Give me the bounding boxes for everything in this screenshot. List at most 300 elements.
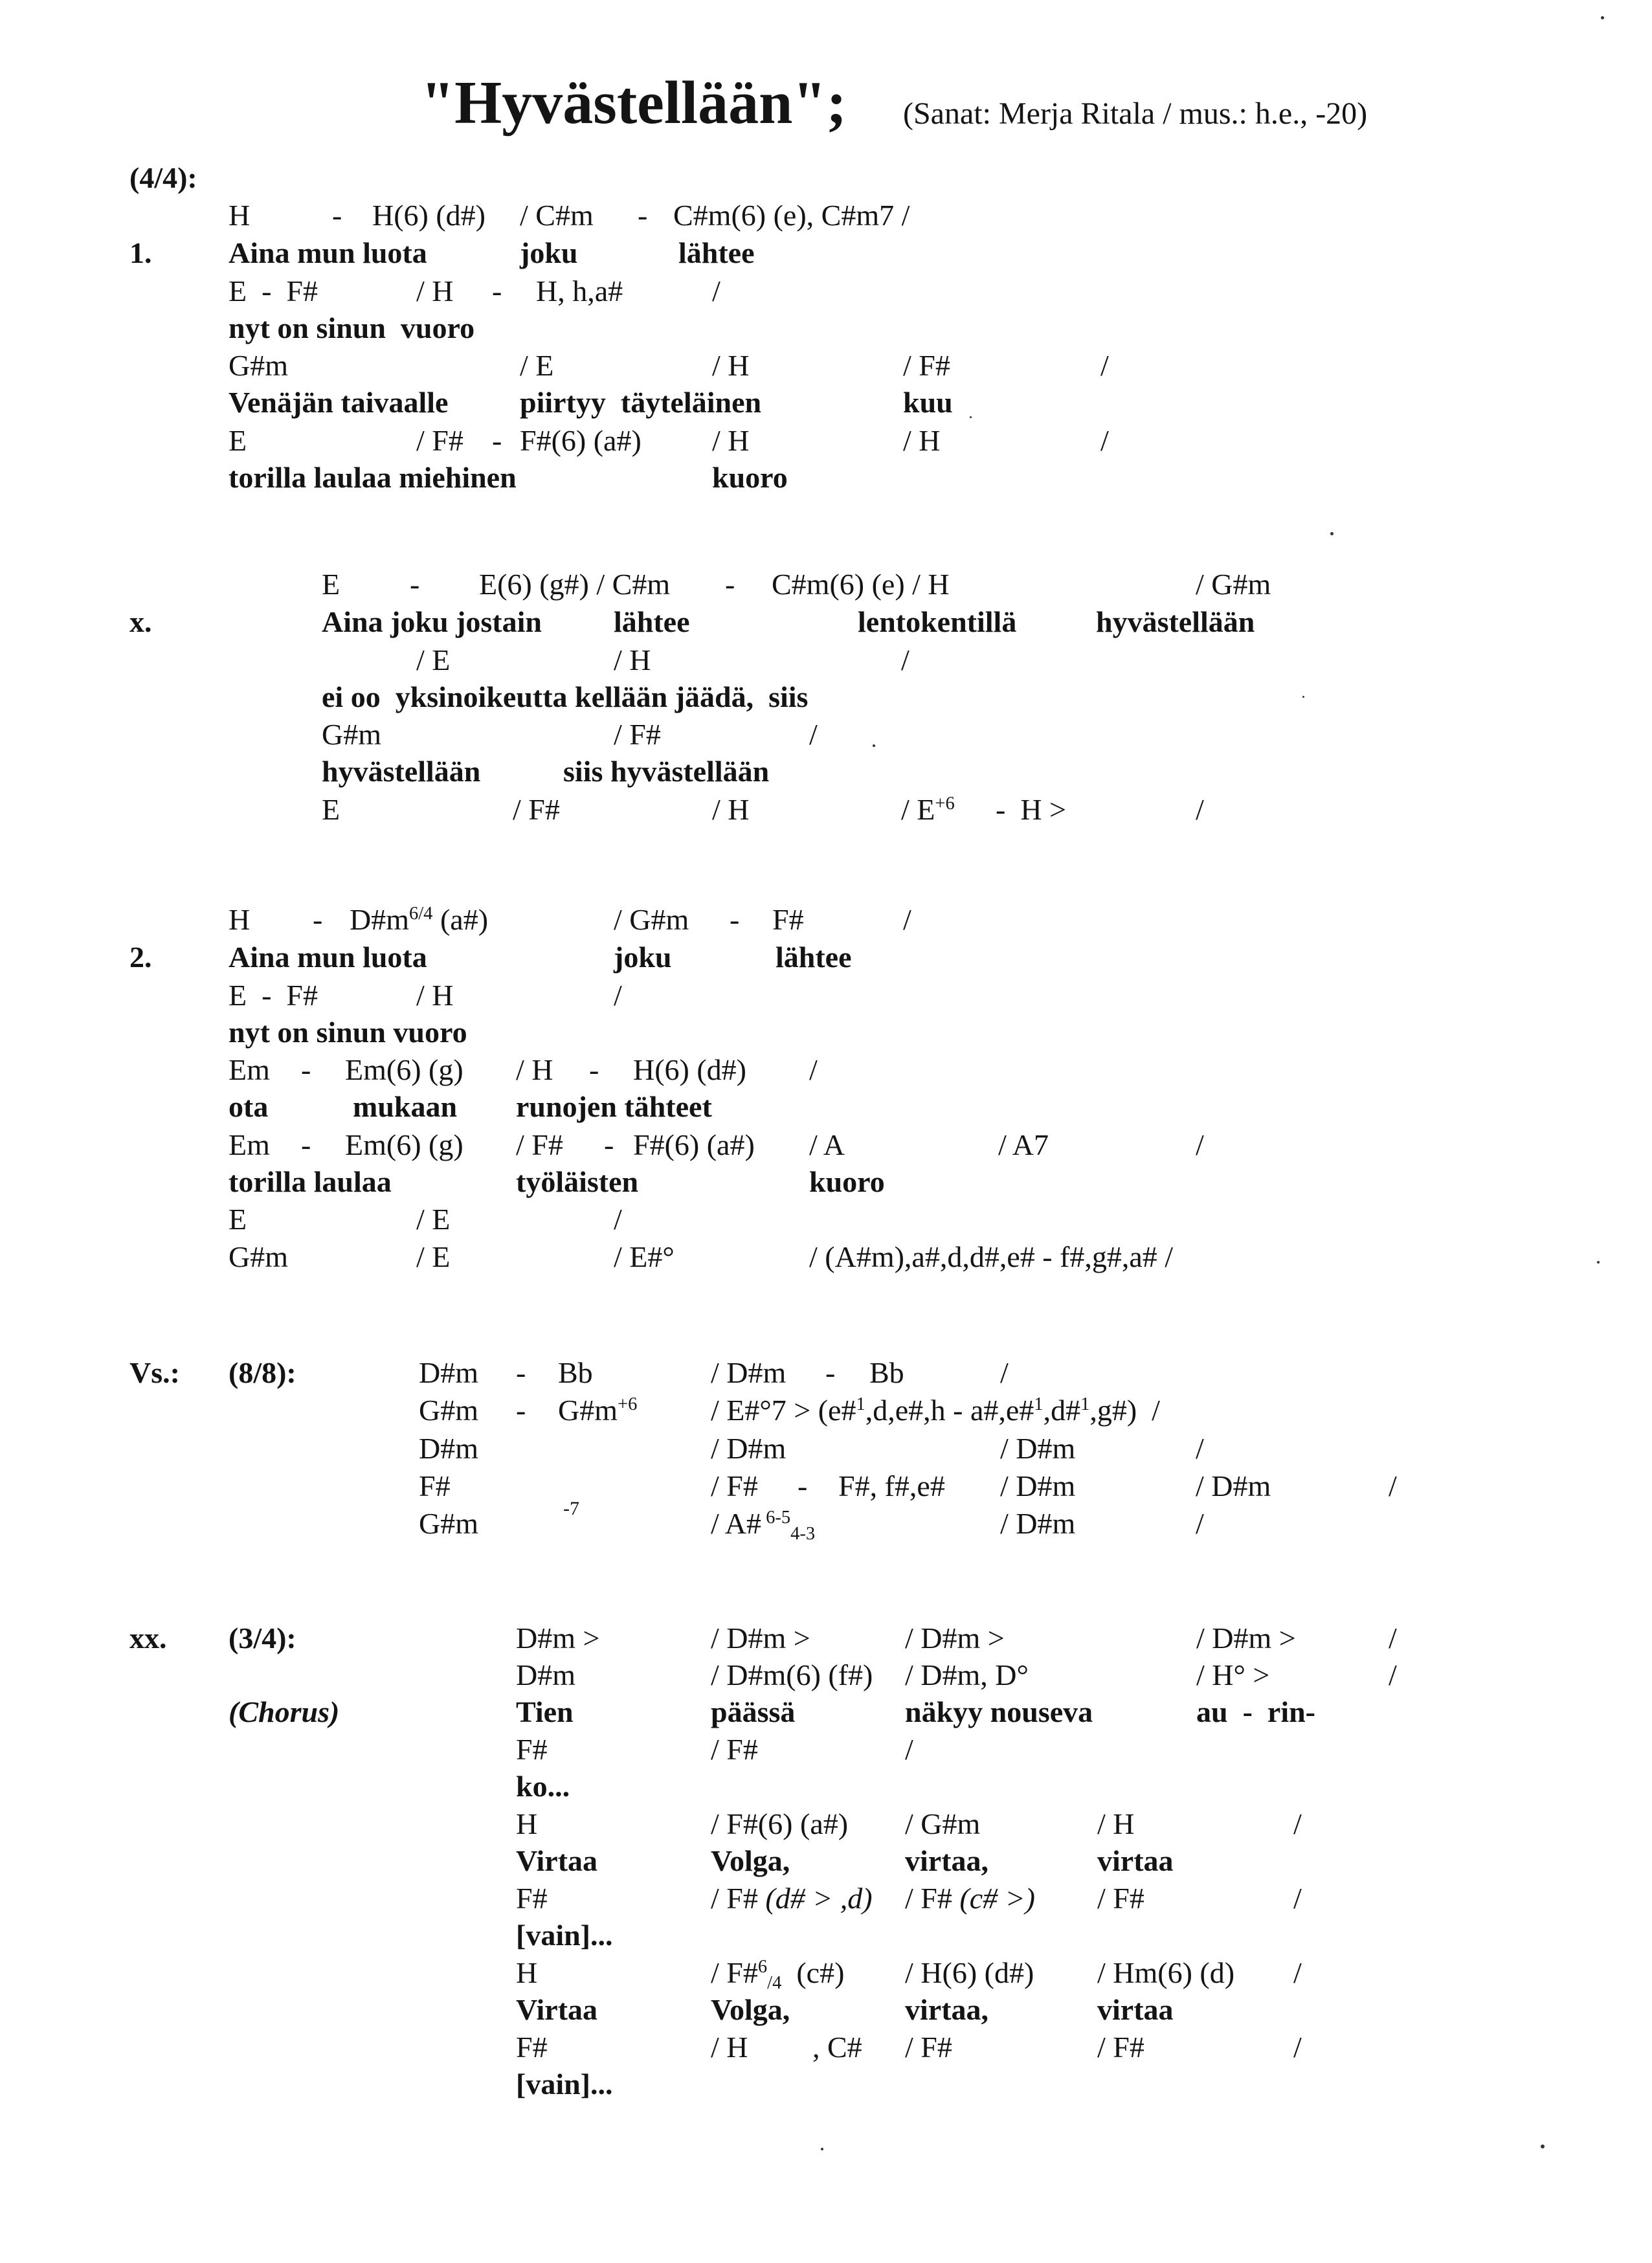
lyric-text-t: Virtaa [516, 1844, 598, 1877]
chord-text [711, 1809, 848, 1839]
lyric-text-t: Aina mun luota [229, 941, 427, 974]
lyric-text-t: torilla laulaa miehinen [229, 461, 517, 494]
section-label [129, 163, 197, 193]
section-label [229, 1697, 339, 1727]
chord-text [516, 1055, 553, 1085]
lyric-text-t: hyvästellään [322, 755, 481, 788]
chord-text-t: / E [520, 349, 554, 382]
chord-text-t: / D#m [1000, 1507, 1076, 1540]
lyric-text-t: Volga, [711, 1844, 790, 1877]
lyric-text [516, 1092, 712, 1122]
chord-text [322, 720, 381, 750]
lyric-text-t: työläisten [516, 1165, 639, 1198]
chord-text [711, 1623, 810, 1653]
lyric-text [1097, 1995, 1174, 2025]
chord-text [1293, 1958, 1302, 1988]
chord-text-t: - [730, 903, 740, 936]
lyric-text [516, 1846, 597, 1876]
chord-text [410, 570, 419, 599]
chord-text-t: / H [712, 793, 750, 826]
chord-text [416, 1205, 450, 1234]
chord-text [712, 426, 750, 456]
chord-text-t: / H [516, 1053, 553, 1086]
lyric-text [322, 607, 542, 637]
chord-text-t: F# [772, 903, 804, 936]
chord-text-t: - [516, 1394, 526, 1427]
chord-text-t: - [301, 1128, 311, 1161]
lyric-text [905, 1995, 988, 2025]
lyric-text [858, 607, 1016, 637]
chord-text [998, 1130, 1049, 1160]
chord-text [520, 426, 642, 456]
chord-text-t: / D#m, D° [905, 1658, 1029, 1691]
chord-text [812, 2033, 862, 2062]
section-label [129, 1623, 167, 1653]
chord-text-t: / D#m [1000, 1469, 1076, 1502]
chord-text-t: F#(6) (a#) [633, 1128, 755, 1161]
chord-text [558, 1358, 593, 1388]
chord-text-sup3: 1 [1080, 1394, 1090, 1415]
lyric-text-t: joku [614, 941, 672, 974]
chord-text-after: (c#) [781, 1956, 845, 1989]
section-label-t: (Chorus) [229, 1695, 340, 1728]
chord-text [905, 1735, 913, 1765]
chord-text-t: - H > [996, 793, 1066, 826]
chord-text-t: / E [416, 1203, 451, 1236]
chord-text [633, 1055, 746, 1085]
chord-text [673, 201, 910, 230]
chord-text-t: / E [416, 1240, 451, 1273]
chord-text-t: Bb [558, 1356, 593, 1389]
chord-text-t: Em [229, 1128, 270, 1161]
chord-text [313, 905, 322, 935]
chord-text-t: / H [712, 424, 750, 457]
section-label-t: 1. [129, 236, 152, 269]
lyric-text-t: nyt on sinun vuoro [229, 1016, 467, 1049]
chord-text [492, 426, 502, 456]
chord-text [901, 645, 910, 675]
chord-text [712, 276, 720, 306]
chord-text [614, 1242, 675, 1272]
chord-text-t: / E#°7 > (e# [711, 1394, 856, 1427]
chord-text-t: / [614, 1203, 622, 1236]
chord-text [536, 276, 623, 306]
lyric-text-t: ota [229, 1090, 269, 1123]
chord-text-t: G#m [229, 1240, 288, 1273]
chord-text-t: G#m [419, 1394, 478, 1427]
chord-text [730, 905, 739, 935]
scan-speck [1597, 1261, 1600, 1264]
chord-text [1196, 1130, 1204, 1160]
lyric-text [614, 942, 671, 972]
chord-text-t: - [589, 1053, 599, 1086]
chord-text-t: / E [416, 643, 451, 676]
chord-text-t: G#m [558, 1394, 618, 1427]
lyric-text [711, 1697, 795, 1727]
chord-text-after3: ,g#) / [1089, 1394, 1160, 1427]
chord-text [905, 1958, 1034, 1988]
chord-text [869, 1358, 904, 1388]
chord-text [809, 1242, 1173, 1272]
chord-text-t: / [1293, 1956, 1302, 1989]
chord-text-t: / F# [711, 1882, 766, 1915]
lyric-text [905, 1846, 988, 1876]
chord-text [589, 1055, 599, 1085]
chord-text-sup: +6 [618, 1394, 638, 1415]
chord-text-t: / [1293, 1807, 1302, 1840]
chord-text [1196, 795, 1204, 825]
lyric-text-t: Volga, [711, 1993, 790, 2026]
chord-text-t: / F#(6) (a#) [711, 1807, 849, 1840]
chord-text-t: H(6) (d#) [372, 199, 486, 232]
lyric-text-t: Virtaa [516, 1993, 598, 2026]
scan-speck [970, 416, 972, 418]
chord-text-t: / G#m [614, 903, 689, 936]
chord-text-t: / F# [513, 793, 560, 826]
chord-text-t: / Hm(6) (d) [1097, 1956, 1235, 1989]
chord-text-t: , C# [812, 2031, 862, 2064]
chord-text-it: (d# > ,d) [765, 1882, 873, 1915]
chord-text-t: / A# [711, 1507, 761, 1540]
lyric-text-t: kuu [903, 386, 953, 419]
chord-text-t: / G#m [905, 1807, 981, 1840]
chord-text-t: / H [711, 2031, 748, 2064]
chord-text [903, 905, 911, 935]
chord-text [229, 351, 288, 381]
chord-text-sub: 4-3 [790, 1523, 816, 1544]
lyric-text-t: kuoro [809, 1165, 885, 1198]
chord-text-sub: /4 [767, 1972, 782, 1993]
chord-text-t: / [1000, 1356, 1009, 1389]
lyric-text [516, 1921, 613, 1950]
chord-text-t: / H [712, 349, 750, 382]
lyric-text [229, 942, 427, 972]
chord-text [838, 1471, 945, 1501]
chord-text-t: / [1196, 1507, 1204, 1540]
chord-text [1389, 1471, 1397, 1501]
chord-text-t: / [1389, 1469, 1397, 1502]
chord-text-t: - [604, 1128, 614, 1161]
chord-text-t: / [1196, 1432, 1204, 1465]
lyric-text-t: lentokentillä [858, 605, 1017, 638]
chord-text [614, 905, 689, 935]
chord-text-sup2: 1 [1034, 1394, 1044, 1415]
chord-text [1196, 1434, 1204, 1464]
chord-text-t: / A7 [998, 1128, 1049, 1161]
section-label [129, 942, 152, 972]
chord-text [905, 1660, 1029, 1690]
chord-text [638, 201, 647, 230]
section-label [129, 1358, 180, 1388]
chord-text-t: / [1389, 1658, 1397, 1691]
lyric-text-t: runojen tähteet [516, 1090, 712, 1123]
lyric-text [809, 1167, 885, 1197]
chord-text [905, 1809, 980, 1839]
chord-text [614, 645, 651, 675]
lyric-text [229, 313, 474, 343]
lyric-text [711, 1995, 790, 2025]
lyric-text-t: Tien [516, 1695, 574, 1728]
chord-text-t: / [901, 643, 910, 676]
lyric-text [516, 1167, 638, 1197]
song-credit: (Sanat: Merja Ritala / mus.: h.e., -20) [903, 96, 1368, 131]
lyric-text [1097, 1846, 1174, 1876]
chord-text-t: D#m [419, 1432, 478, 1465]
chord-text [513, 795, 560, 825]
lyric-text [516, 1772, 570, 1801]
chord-text-t: - [798, 1469, 808, 1502]
chord-text [633, 1130, 755, 1160]
chord-text-t: / D#m > [1196, 1622, 1296, 1655]
lyric-text [516, 1995, 597, 2025]
chord-text-t: - [410, 568, 420, 601]
chord-text [996, 795, 1066, 825]
chord-text-t: / F# [516, 1128, 563, 1161]
chord-text [905, 1884, 1035, 1913]
chord-text-t: / D#m [1000, 1432, 1076, 1465]
chord-text [229, 905, 250, 935]
chord-text-t: / [1293, 2031, 1302, 2064]
chord-text [798, 1471, 807, 1501]
lyric-text [711, 1846, 790, 1876]
chord-text-t: / [809, 718, 818, 751]
lyric-text-t: virtaa [1097, 1993, 1174, 2026]
chord-text-t: / F# [711, 1956, 758, 1989]
chord-text-t: / C#m [520, 199, 594, 232]
lyric-text-t: virtaa [1097, 1844, 1174, 1877]
chord-text [712, 351, 750, 381]
chord-text-t: / [1196, 793, 1204, 826]
chord-text [479, 570, 670, 599]
chord-text-t: - [825, 1356, 836, 1389]
chord-text [516, 1660, 575, 1690]
lyric-text [353, 1092, 457, 1122]
chord-text-after: (a#) [432, 903, 489, 936]
chord-text-t: / A [809, 1128, 845, 1161]
lyric-text-t: Aina joku jostain [322, 605, 542, 638]
lyric-text [563, 757, 769, 786]
chord-text [1000, 1358, 1009, 1388]
chord-text [229, 1242, 288, 1272]
chord-text [1293, 1809, 1302, 1839]
song-title: "Hyvästellään"; [421, 69, 847, 137]
lyric-text [520, 238, 577, 268]
lyric-text-t: joku [520, 236, 578, 269]
chord-text-t: / [1196, 1128, 1204, 1161]
chord-text [1100, 351, 1109, 381]
chord-text-t: / D#m [711, 1432, 787, 1465]
chord-text [1000, 1434, 1075, 1464]
chord-text [711, 1956, 845, 1993]
lyric-text-t: kuoro [712, 461, 788, 494]
chord-text [1196, 570, 1271, 599]
chord-text-t: E(6) (g#) / C#m [479, 568, 671, 601]
lyric-text-t: [vain]... [516, 1919, 613, 1952]
scan-speck [1330, 532, 1334, 535]
chord-text-t: - [516, 1356, 526, 1389]
chord-text [1196, 1471, 1271, 1501]
chord-text-after2: ,d# [1043, 1394, 1081, 1427]
scan-speck [1541, 2145, 1545, 2148]
chord-text-t: F# [516, 2031, 548, 2064]
lyric-text [614, 607, 690, 637]
chord-text-t: E [322, 568, 340, 601]
chord-text-t: / G#m [1196, 568, 1271, 601]
chord-text [416, 276, 454, 306]
chord-text-sup: 6/4 [409, 904, 433, 924]
chord-text [516, 1130, 563, 1160]
chord-text [229, 1055, 270, 1085]
lyric-text-t: lähtee [614, 605, 690, 638]
chord-text [825, 1358, 835, 1388]
section-label-t: (8/8): [229, 1356, 296, 1389]
chord-text-t: D#m [516, 1658, 575, 1691]
chord-text [516, 1396, 526, 1425]
chord-text [1000, 1509, 1075, 1539]
chord-text-t: / [614, 979, 622, 1012]
lyric-text [229, 238, 427, 268]
chord-text-t: / [809, 1053, 818, 1086]
chord-text [345, 1055, 463, 1085]
chord-text-t: / D#m [711, 1356, 787, 1389]
chord-text [1293, 2033, 1302, 2062]
chord-text-t: / F# [1097, 2031, 1144, 2064]
chord-text [1097, 1884, 1144, 1913]
chord-text-t: / F# [1097, 1882, 1144, 1915]
chord-text-t: Em(6) (g) [345, 1128, 463, 1161]
scan-speck [873, 744, 875, 747]
chord-text-t: F# [516, 1882, 548, 1915]
chord-text [350, 905, 488, 935]
lyric-text-t: ko... [516, 1770, 570, 1803]
lyric-text-t: lähtee [678, 236, 755, 269]
chord-text [416, 426, 463, 456]
chord-text [416, 981, 454, 1010]
chord-text [516, 1884, 548, 1913]
section-label-t: xx. [129, 1622, 167, 1655]
chord-text-sup: 6 [757, 1957, 768, 1978]
chord-text-t: / H(6) (d#) [905, 1956, 1034, 1989]
chord-text [1196, 1509, 1204, 1539]
lyric-text [516, 2069, 613, 2099]
lyric-text-t: virtaa, [905, 1993, 989, 2026]
chord-text [772, 570, 950, 599]
chord-text [711, 1358, 786, 1388]
chord-text [558, 1396, 637, 1425]
chord-text [711, 1735, 758, 1765]
chord-text-t: / (A#m),a#,d,d#,e# - f#,g#,a# / [809, 1240, 1174, 1273]
chord-text [1100, 426, 1109, 456]
chord-text [419, 1396, 478, 1425]
lyric-text-t: au - rin- [1196, 1695, 1315, 1728]
chord-text-t: D#m > [516, 1622, 600, 1655]
chord-text [1196, 1660, 1269, 1690]
lyric-text [776, 942, 852, 972]
chord-text-t: - [638, 199, 648, 232]
chord-text-t: / H° > [1196, 1658, 1270, 1691]
lyric-text [229, 463, 517, 493]
lyric-text-t: ei oo yksinoikeutta kellään jäädä, siis [322, 680, 809, 713]
chord-text [711, 1471, 758, 1501]
section-label-t: (3/4): [229, 1622, 296, 1655]
lyric-text-t: hyvästellään [1096, 605, 1255, 638]
chord-text [516, 1809, 537, 1839]
section-label [129, 607, 152, 637]
chord-text-t: / F# [614, 718, 661, 751]
chord-text [520, 351, 553, 381]
chord-text-t: - [492, 274, 502, 307]
lyric-text [229, 1018, 467, 1047]
chord-text-t: / F# [903, 349, 950, 382]
chord-text [614, 720, 661, 750]
chord-text-t: E - F# [229, 979, 318, 1012]
chord-text [419, 1358, 478, 1388]
chord-text [809, 720, 818, 750]
chord-text [1196, 1623, 1296, 1653]
chord-text-t: - [301, 1053, 311, 1086]
lyric-text-t: Venäjän taivaalle [229, 386, 449, 419]
chord-text-t: - [725, 568, 735, 601]
lyric-text-t: päässä [711, 1695, 796, 1728]
chord-text-t: - [332, 199, 342, 232]
chord-text-t: / F# [711, 1469, 758, 1502]
lyric-text [903, 388, 953, 418]
lyric-text [322, 682, 808, 712]
section-label [229, 1358, 296, 1388]
chord-text [416, 645, 450, 675]
lyric-text-t: nyt on sinun vuoro [229, 311, 475, 344]
section-label [229, 1623, 296, 1653]
lyric-text-t: [vain]... [516, 2068, 613, 2101]
lyric-text [678, 238, 755, 268]
chord-text [520, 201, 594, 230]
chord-text [229, 981, 318, 1010]
chord-text [905, 1623, 1005, 1653]
chord-text [229, 276, 318, 306]
chord-text [903, 426, 941, 456]
chord-text [614, 1205, 622, 1234]
chord-text [419, 1434, 478, 1464]
chord-text [809, 1055, 818, 1085]
chord-text [563, 1499, 579, 1519]
chord-text [345, 1130, 463, 1160]
chord-text-t: Em(6) (g) [345, 1053, 463, 1086]
chord-text [711, 1884, 873, 1913]
chord-text-t: C#m(6) (e), C#m7 / [673, 199, 910, 232]
chord-text-t: F# [419, 1469, 451, 1502]
chord-text [711, 1507, 816, 1544]
chord-text-t: / [712, 274, 720, 307]
lyric-text [712, 463, 788, 493]
chord-text [322, 795, 340, 825]
lyric-text-t: piirtyy täyteläinen [520, 386, 762, 419]
chord-text [903, 351, 950, 381]
chord-text-t: / [1100, 349, 1109, 382]
chord-text-t: / H [614, 643, 651, 676]
chord-text-t: / [1389, 1622, 1397, 1655]
chord-text [516, 1358, 526, 1388]
lyric-text [229, 1167, 392, 1197]
section-label-t: Vs.: [129, 1356, 180, 1389]
chord-text-t: H [516, 1807, 538, 1840]
section-label-t: x. [129, 605, 152, 638]
chord-text [905, 2033, 952, 2062]
chord-text-after: ,d,e#,h - a#,e# [865, 1394, 1034, 1427]
chord-text [372, 201, 486, 230]
chord-text [301, 1130, 311, 1160]
chord-text [332, 201, 342, 230]
chord-text [516, 1623, 599, 1653]
